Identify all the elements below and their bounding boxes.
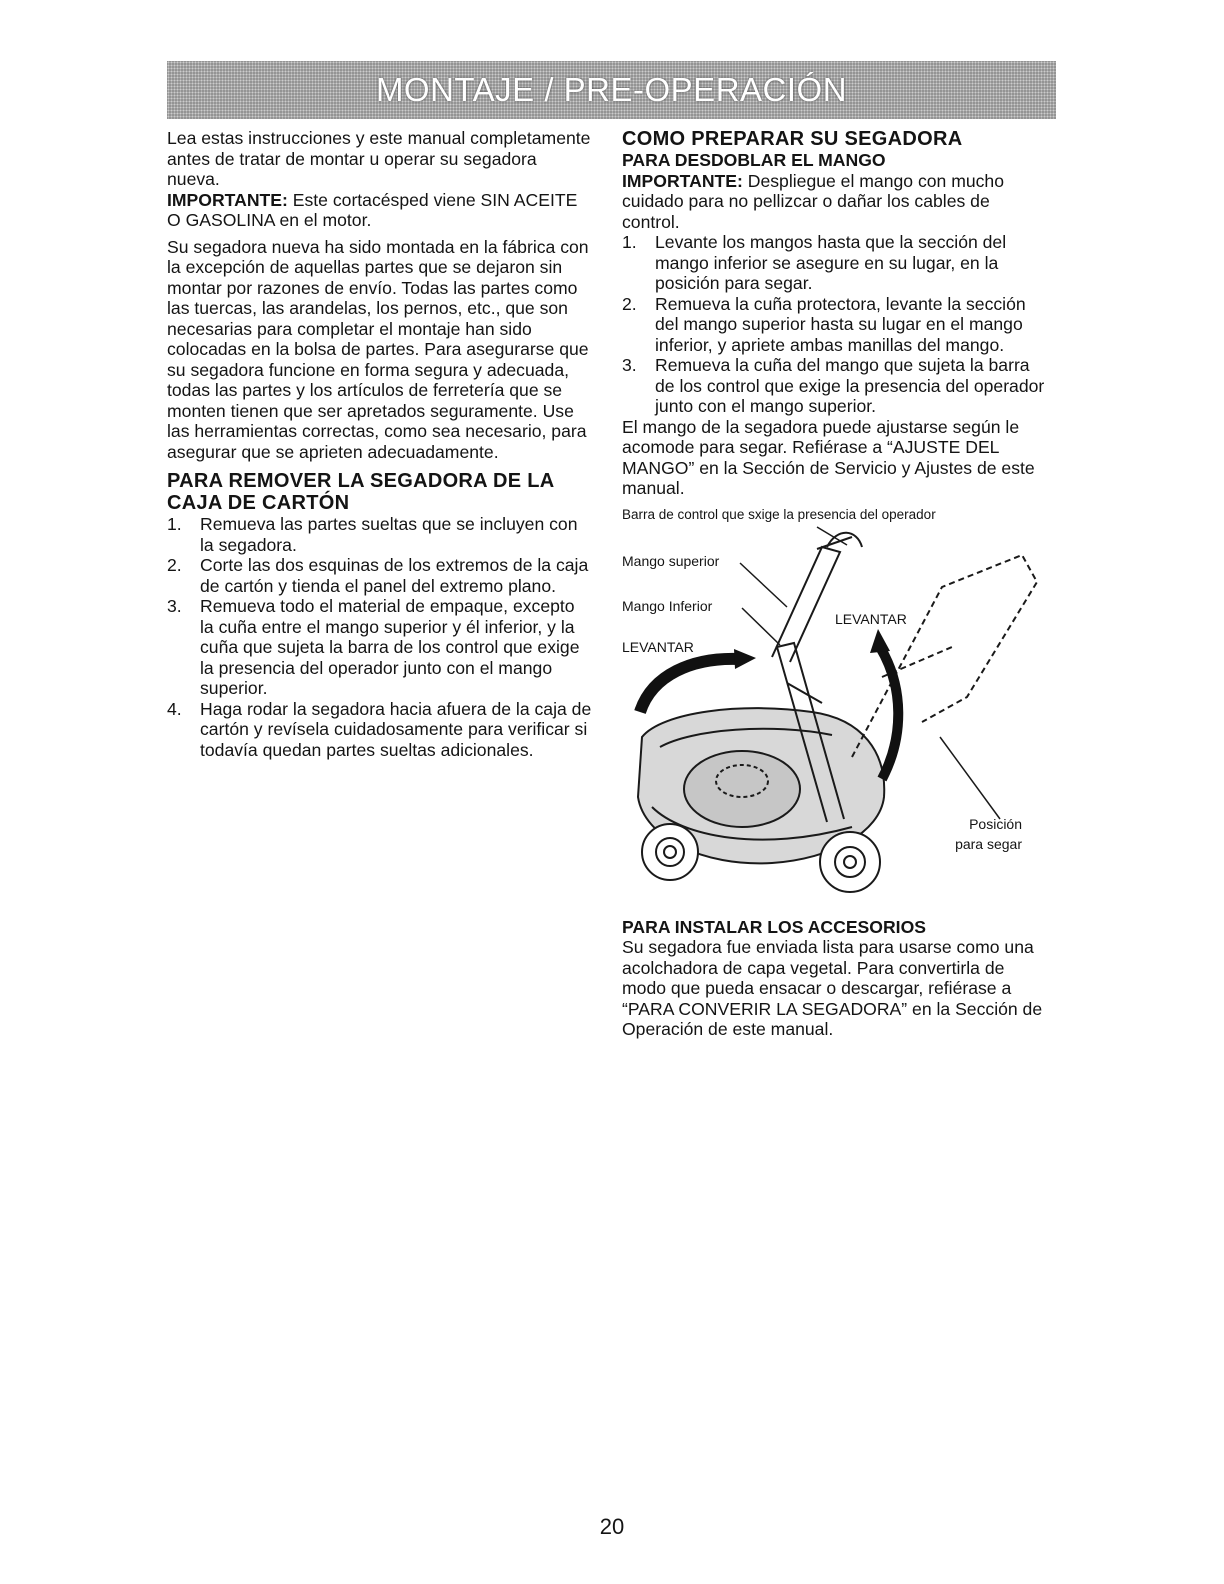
list-item [167, 699, 592, 761]
step-text: Levante los mangos hasta que la sección del mango inferior se asegure en su lugar, en la posición para segar. [655, 232, 1007, 293]
accessories-paragraph: Su segadora fue enviada lista para usarse como una acolchadora de capa vegetal. Para convertirla de modo que pueda ensacar o descargar, refiérase a “PARA CONVERIR LA SEGADORA” en la Sección de Operación de este manual. [622, 937, 1043, 1039]
list-item [622, 232, 1052, 294]
important-note [622, 171, 1052, 233]
step-text: Remueva la cuña protectora, levante la sección del mango superior hasta su lugar en el mango inferior, y apriete ambas manillas del mango. [655, 293, 1026, 355]
step-text: Haga rodar la segadora hacia afuera de la caja de cartón y revísela cuidadosamente para verificar si todavía quedan partes sueltas adicionales. [200, 698, 592, 760]
step-number: 3. [622, 355, 637, 375]
list-item [167, 596, 592, 699]
step-number: 3. [167, 596, 182, 616]
label-lift-left: LEVANTAR [622, 638, 694, 655]
unfold-steps-list [622, 232, 1052, 417]
step-text: Remueva las partes sueltas que se incluyen con la segadora. [200, 514, 578, 555]
adjust-paragraph: El mango de la segadora puede ajustarse según le acomode para segar. Refiérase a “AJUSTE DEL MANGO” en la Sección de Servicio y Ajustes de este manual. [622, 416, 1035, 498]
important-label: IMPORTANTE: [167, 189, 288, 210]
section-title: MONTAJE / PRE-OPERACIÓN [375, 71, 848, 108]
step-text: Corte las dos esquinas de los extremos de la caja de cartón y tienda el panel del extremo plano. [200, 555, 589, 596]
heading-install-accessories: PARA INSTALAR LOS ACCESORIOS [622, 916, 926, 937]
step-number: 2. [622, 293, 637, 314]
section-banner [167, 61, 1056, 119]
step-number: 1. [167, 514, 182, 534]
list-item [622, 294, 1052, 356]
list-item [167, 514, 592, 555]
important-text: Este cortacésped viene SIN ACEITE O GASOLINA en el motor. [167, 189, 578, 230]
step-number: 4. [167, 698, 182, 719]
heading-unfold-handle: PARA DESDOBLAR EL MANGO [622, 150, 886, 170]
label-position: Posición [969, 815, 1022, 832]
mower-handle-diagram [622, 507, 1052, 903]
assembly-paragraph: Su segadora nueva ha sido montada en la fábrica con la excepción de aquellas partes que se dejaron sin montar por razones de envío. Todas las partes como las tuercas, las arandelas, los pernos, etc., que son necesarias para completar el montaje han sido colocadas en la bolsa de partes. Para asegurarse que su segadora funcione en forma segura y adecuada, todas las partes y los artículos de ferretería que se monten tienen que ser apretados seguramente. Use las herramientas correctas, como sea necesario, para asegurar que se aprieten adecuadamente. [167, 236, 589, 462]
label-upper-handle: Mango superior [622, 552, 720, 569]
right-column [622, 128, 1052, 1040]
remove-steps-list [167, 514, 592, 760]
step-text: Remueva todo el material de empaque, excepto la cuña entre el mango superior y él inferior, y la cuña que sujeta la barra de los control que exige la presencia del operador junto con el mango superior. [200, 596, 580, 698]
page-number: 20 [599, 1514, 625, 1539]
label-for-mowing: para segar [955, 835, 1022, 852]
intro-paragraph: Lea estas instrucciones y este manual completamente antes de tratar de montar u operar su segadora nueva. [167, 128, 591, 189]
heading-prepare-mower: COMO PREPARAR SU SEGADORA [622, 128, 963, 150]
label-mowing-position [955, 814, 1022, 854]
important-note [167, 190, 592, 231]
heading-remove-from-carton: PARA REMOVER LA SEGADORA DE LA CAJA DE CARTÓN [167, 470, 554, 514]
label-lower-handle: Mango Inferior [622, 597, 713, 614]
important-label: IMPORTANTE: [622, 170, 743, 191]
step-text: Remueva la cuña del mango que sujeta la barra de los control que exige la presencia del operador junto con el mango superior. [655, 355, 1045, 416]
list-item [167, 555, 592, 596]
important-text: Despliegue el mango con mucho cuidado para no pellizcar o dañar los cables de control. [622, 170, 1005, 232]
left-column [167, 128, 592, 760]
step-number: 2. [167, 555, 182, 575]
step-number: 1. [622, 232, 637, 252]
label-lift-right: LEVANTAR [835, 610, 907, 627]
diagram-caption: Barra de control que sxige la presencia del operador [622, 506, 936, 522]
list-item [622, 355, 1052, 417]
